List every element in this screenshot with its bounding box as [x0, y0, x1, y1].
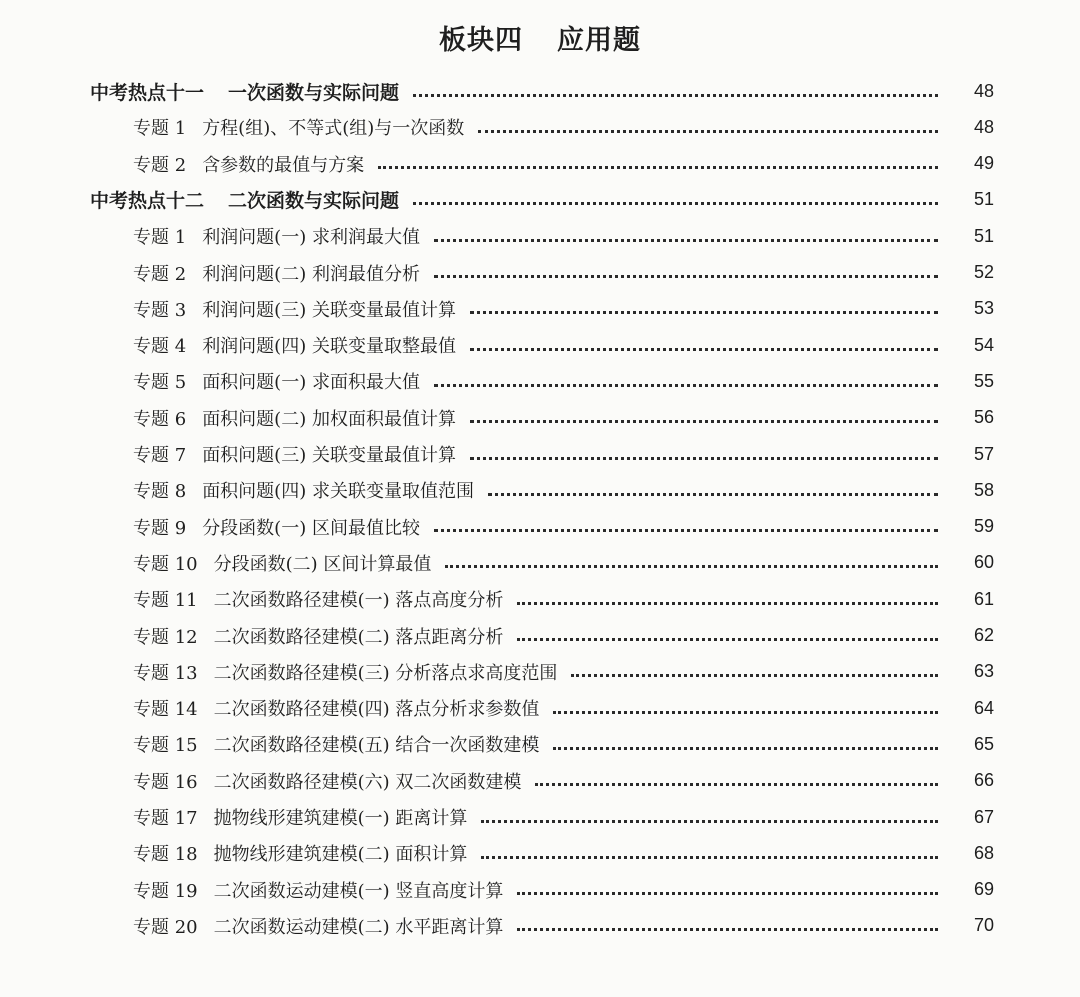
topic-label: 专题 1 — [133, 227, 187, 249]
page-number: 54 — [973, 334, 994, 355]
page-number: 65 — [973, 733, 994, 754]
toc-topic-row[interactable] — [0, 582, 1080, 616]
dot-leader — [553, 709, 938, 714]
section-label: 中考热点十一 — [90, 81, 205, 104]
toc-topic-row[interactable] — [0, 364, 1080, 398]
dot-leader — [535, 781, 938, 786]
topic-label: 专题 8 — [133, 481, 187, 503]
page-number: 56 — [973, 407, 994, 428]
toc-topic-row[interactable] — [0, 219, 1080, 253]
dot-leader — [470, 346, 938, 351]
entry-text: 抛物线形建筑建模(二) 面积计算 — [213, 844, 468, 866]
topic-label: 专题 20 — [133, 916, 198, 938]
toc-entry-title — [133, 114, 464, 140]
topic-label: 专题 9 — [133, 517, 187, 539]
topic-label: 专题 3 — [133, 299, 187, 321]
topic-label: 专题 18 — [133, 844, 198, 866]
entry-text: 二次函数路径建模(四) 落点分析求参数值 — [213, 699, 540, 721]
page-number: 61 — [973, 588, 994, 609]
entry-text: 利润问题(四) 关联变量取整最值 — [202, 336, 456, 358]
toc-entry-title — [133, 332, 456, 358]
page-number: 55 — [973, 370, 994, 391]
page-number: 62 — [973, 625, 994, 645]
entry-text: 二次函数运动建模(二) 水平距离计算 — [213, 916, 504, 938]
toc-entry-title — [90, 78, 399, 105]
dot-leader — [553, 745, 938, 750]
dot-leader — [517, 926, 938, 931]
dot-leader — [470, 455, 938, 460]
topic-label: 专题 6 — [133, 408, 187, 430]
entry-text: 含参数的最值与方案 — [202, 154, 365, 176]
topic-label: 专题 7 — [133, 445, 187, 466]
dot-leader — [517, 600, 938, 605]
page-number: 60 — [973, 552, 994, 573]
toc-entry-title — [133, 368, 420, 394]
page-number: 49 — [973, 153, 994, 174]
topic-label: 专题 11 — [133, 590, 198, 612]
entry-text: 二次函数路径建模(六) 双二次函数建模 — [213, 771, 522, 793]
toc-topic-row[interactable] — [0, 800, 1080, 834]
page-number: 51 — [973, 189, 994, 210]
entry-text: 二次函数运动建模(一) 竖直高度计算 — [213, 880, 504, 902]
dot-leader — [434, 382, 938, 387]
page-number: 57 — [973, 443, 994, 464]
page-number: 52 — [973, 262, 994, 282]
topic-label: 专题 1 — [133, 118, 187, 140]
dot-leader — [413, 200, 938, 205]
entry-text: 利润问题(三) 关联变量最值计算 — [202, 299, 456, 321]
toc-topic-row[interactable] — [0, 764, 1080, 798]
entry-text: 分段函数(二) 区间计算最值 — [213, 553, 432, 575]
dot-leader — [478, 128, 938, 133]
dot-leader — [434, 237, 938, 242]
entry-text: 面积问题(一) 求面积最大值 — [202, 372, 420, 394]
toc-entry-title — [133, 768, 521, 794]
toc-entry-title — [133, 550, 431, 576]
toc-topic-row[interactable] — [0, 909, 1080, 943]
page-number: 64 — [973, 697, 994, 718]
toc-entry-title — [133, 840, 467, 866]
topic-label: 专题 2 — [133, 154, 187, 176]
toc-topic-row[interactable] — [0, 473, 1080, 507]
entry-text: 分段函数(一) 区间最值比较 — [202, 517, 420, 539]
toc-topic-row[interactable] — [0, 873, 1080, 907]
toc-entry-title — [133, 151, 364, 177]
dot-leader — [470, 418, 938, 423]
dot-leader — [413, 92, 938, 97]
toc-section-row[interactable] — [0, 74, 1080, 108]
toc-entry-title — [133, 441, 456, 467]
toc-topic-row[interactable] — [0, 437, 1080, 471]
toc-topic-row[interactable] — [0, 328, 1080, 362]
toc-entry-title — [133, 260, 420, 286]
entry-text: 利润问题(二) 利润最值分析 — [202, 263, 420, 285]
entry-text: 二次函数路径建模(一) 落点高度分析 — [213, 590, 504, 612]
toc-entry-title — [133, 804, 467, 830]
topic-label: 专题 2 — [133, 263, 187, 285]
entry-text: 二次函数路径建模(三) 分析落点求高度范围 — [213, 662, 558, 684]
page-number: 58 — [973, 479, 994, 500]
dot-leader — [434, 527, 938, 532]
dot-leader — [488, 491, 938, 496]
entry-text: 面积问题(三) 关联变量最值计算 — [202, 445, 456, 466]
toc-entry-title — [133, 477, 474, 503]
dot-leader — [481, 854, 938, 859]
entry-text: 二次函数路径建模(五) 结合一次函数建模 — [213, 735, 540, 757]
toc-entry-title — [133, 514, 420, 540]
toc-topic-row[interactable] — [0, 256, 1080, 290]
topic-label: 专题 19 — [133, 880, 198, 902]
toc-entry-title — [133, 695, 539, 721]
toc-topic-row[interactable] — [0, 147, 1080, 181]
entry-text: 抛物线形建筑建模(一) 距离计算 — [213, 808, 468, 829]
section-label: 中考热点十二 — [90, 190, 205, 213]
toc-entry-title — [133, 405, 456, 431]
dot-leader — [571, 672, 938, 677]
toc-topic-row[interactable] — [0, 292, 1080, 326]
page-number: 69 — [973, 879, 994, 900]
page-number: 66 — [973, 770, 994, 791]
page-number: 53 — [973, 298, 994, 319]
toc-topic-row[interactable] — [0, 110, 1080, 144]
dot-leader — [378, 164, 938, 169]
page-title — [0, 18, 1080, 57]
page-number: 48 — [973, 116, 994, 137]
topic-label: 专题 12 — [133, 626, 198, 648]
dot-leader — [434, 273, 938, 278]
toc-topic-row[interactable] — [0, 727, 1080, 761]
toc-topic-row[interactable] — [0, 510, 1080, 544]
toc-entry-title — [133, 877, 503, 903]
toc-entry-title — [133, 731, 539, 757]
toc-entry-title — [133, 223, 420, 249]
dot-leader — [517, 636, 938, 641]
page-number: 67 — [973, 806, 994, 827]
toc-topic-row[interactable] — [0, 655, 1080, 689]
entry-text: 一次函数与实际问题 — [228, 81, 400, 104]
toc-topic-row[interactable] — [0, 401, 1080, 435]
page-number: 48 — [973, 80, 994, 101]
toc-entry-title — [90, 186, 399, 213]
entry-text: 方程(组)、不等式(组)与一次函数 — [202, 118, 465, 140]
toc-section-row[interactable] — [0, 183, 1080, 217]
toc-entry-title — [133, 586, 503, 612]
title-subject: 应用题 — [557, 25, 641, 56]
page-number: 68 — [973, 842, 994, 863]
toc-entry-title — [133, 659, 557, 685]
toc-topic-row[interactable] — [0, 691, 1080, 725]
topic-label: 专题 13 — [133, 662, 198, 684]
dot-leader — [517, 890, 938, 895]
toc-topic-row[interactable] — [0, 546, 1080, 580]
title-block: 板块四 — [439, 25, 523, 56]
entry-text: 面积问题(四) 求关联变量取值范围 — [202, 481, 474, 503]
toc-topic-row[interactable] — [0, 836, 1080, 870]
dot-leader — [481, 818, 938, 823]
toc-entry-title — [133, 296, 456, 322]
dot-leader — [470, 309, 938, 314]
topic-label: 专题 4 — [133, 336, 187, 358]
page-number: 59 — [973, 516, 994, 537]
entry-text: 利润问题(一) 求利润最大值 — [202, 227, 420, 249]
toc-entry-title — [133, 913, 503, 939]
page-number: 63 — [973, 661, 994, 682]
entry-text: 二次函数路径建模(二) 落点距离分析 — [213, 626, 504, 648]
topic-label: 专题 5 — [133, 372, 187, 394]
topic-label: 专题 14 — [133, 699, 198, 721]
dot-leader — [445, 563, 938, 568]
page-number: 70 — [973, 915, 994, 936]
topic-label: 专题 16 — [133, 771, 198, 793]
entry-text: 二次函数与实际问题 — [228, 190, 400, 213]
toc-topic-row[interactable] — [0, 619, 1080, 653]
page-number: 51 — [973, 225, 994, 246]
topic-label: 专题 15 — [133, 735, 198, 757]
topic-label: 专题 10 — [133, 553, 198, 575]
entry-text: 面积问题(二) 加权面积最值计算 — [202, 408, 456, 430]
toc-entry-title — [133, 623, 503, 649]
topic-label: 专题 17 — [133, 808, 198, 829]
